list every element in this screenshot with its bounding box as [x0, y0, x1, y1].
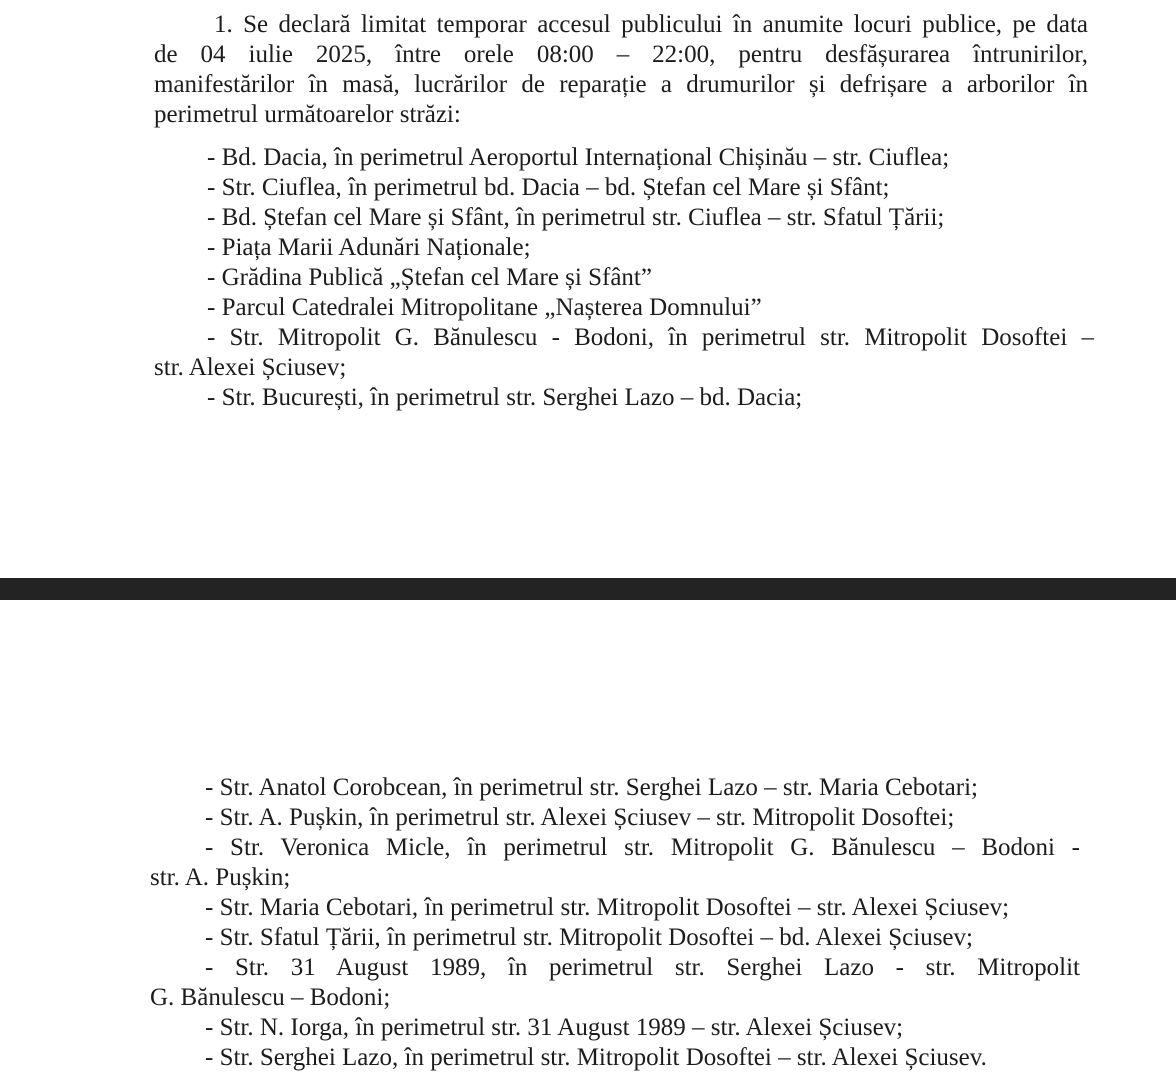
list-item [150, 803, 1080, 833]
list-item [154, 233, 1094, 263]
list-item [154, 293, 1094, 323]
list-item [154, 203, 1094, 233]
list-item-text: - Str. N. Iorga, în perimetrul str. 31 August 1989 – str. Alexei Șciusev; [205, 1014, 904, 1041]
street-list-top [154, 143, 1094, 413]
list-item-text: - Parcul Catedralei Mitropolitane „Nașterea Domnului” [207, 294, 762, 321]
list-item-text: - Str. Serghei Lazo, în perimetrul str. Mitropolit Dosoftei – str. Alexei Șciusev. [205, 1044, 987, 1071]
list-item [150, 923, 1080, 953]
list-item [150, 1043, 1080, 1073]
list-item [154, 143, 1094, 173]
decree-paragraph-1 [154, 10, 1088, 130]
paragraph-line: perimetrul următoarelor străzi: [154, 101, 461, 128]
list-item [154, 263, 1094, 293]
list-item [154, 173, 1094, 203]
paragraph-line: 1. Se declară limitat temporar accesul publicului în anumite locuri publice, pe data [214, 11, 1088, 38]
list-item [150, 773, 1080, 803]
list-item-text: - Str. Sfatul Țării, în perimetrul str. Mitropolit Dosoftei – bd. Alexei Șciusev; [205, 924, 973, 951]
list-item-text: - Str. 31 August 1989, în perimetrul str. Serghei Lazo - str. Mitropolit [205, 954, 1080, 981]
paragraph-line: de 04 iulie 2025, între orele 08:00 – 22:00, pentru desfășurarea întrunirilor, [154, 41, 1088, 68]
list-item [150, 893, 1080, 923]
list-item-continuation: str. Alexei Șciusev; [154, 354, 347, 381]
street-list-bottom [150, 773, 1080, 1073]
list-item-text: - Str. Anatol Corobcean, în perimetrul str. Serghei Lazo – str. Maria Cebotari; [205, 774, 978, 801]
list-item [150, 953, 1080, 1013]
paragraph-line: manifestărilor în masă, lucrărilor de reparație a drumurilor și defrișare a arborilor în [154, 71, 1088, 98]
list-item-text: - Str. A. Pușkin, în perimetrul str. Alexei Șciusev – str. Mitropolit Dosoftei; [205, 804, 955, 831]
list-item [154, 383, 1094, 413]
list-item-text: - Str. București, în perimetrul str. Serghei Lazo – bd. Dacia; [207, 384, 803, 411]
list-item-continuation: str. A. Pușkin; [150, 864, 291, 891]
list-item-text: - Grădina Publică „Ștefan cel Mare și Sfânt” [207, 264, 652, 291]
list-item-text: - Str. Veronica Micle, în perimetrul str. Mitropolit G. Bănulescu – Bodoni - [205, 834, 1080, 861]
page-separator [0, 578, 1176, 600]
list-item [150, 1013, 1080, 1043]
list-item [150, 833, 1080, 893]
list-item-text: - Bd. Ștefan cel Mare și Sfânt, în perimetrul str. Ciuflea – str. Sfatul Țării; [207, 204, 945, 231]
list-item-continuation: G. Bănulescu – Bodoni; [150, 984, 391, 1011]
list-item-text: - Piața Marii Adunări Naționale; [207, 234, 531, 261]
list-item [154, 323, 1094, 383]
list-item-text: - Str. Mitropolit G. Bănulescu - Bodoni, în perimetrul str. Mitropolit Dosoftei – [207, 324, 1094, 351]
list-item-text: - Str. Maria Cebotari, în perimetrul str. Mitropolit Dosoftei – str. Alexei Șciusev; [205, 894, 1010, 921]
list-item-text: - Str. Ciuflea, în perimetrul bd. Dacia – bd. Ștefan cel Mare și Sfânt; [207, 174, 890, 201]
list-item-text: - Bd. Dacia, în perimetrul Aeroportul Internațional Chișinău – str. Ciuflea; [207, 144, 950, 171]
